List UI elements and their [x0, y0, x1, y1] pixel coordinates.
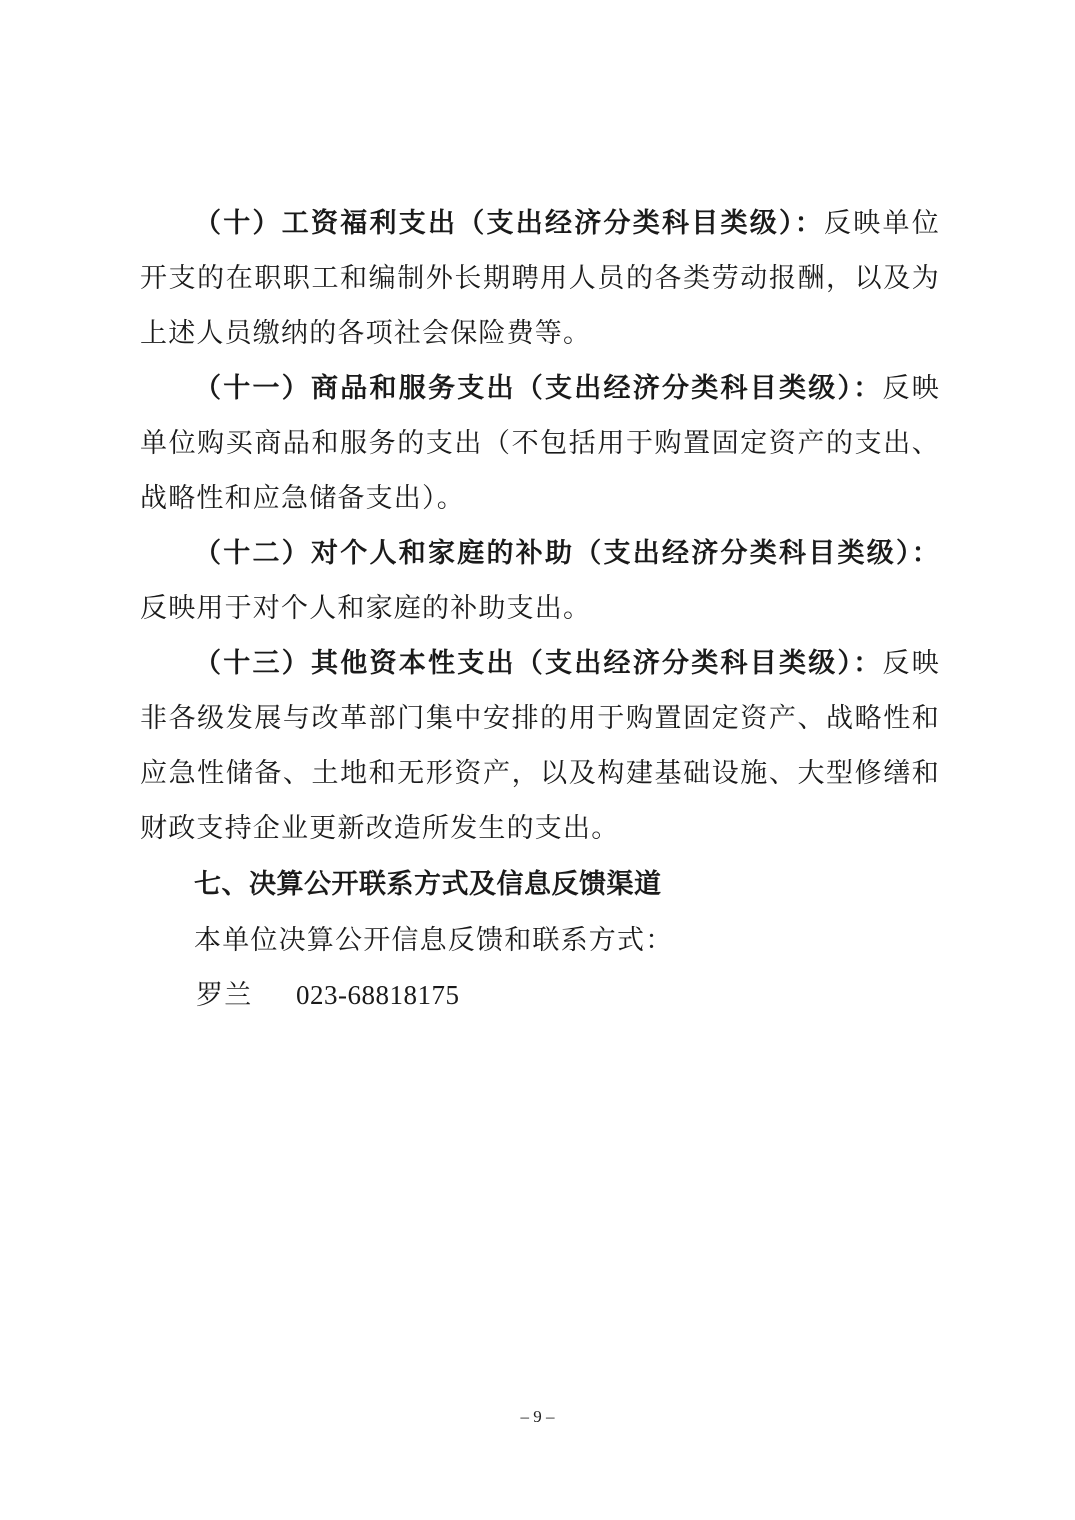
page-content [140, 196, 940, 1023]
paragraph-lead: （十）工资福利支出（支出经济分类科目类级）： [194, 208, 825, 239]
paragraph-body: 反映非各级发展与改革部门集中安排的用于购置固定资产、战略性和应急性储备、土地和无形资产，以及构建基础设施、大型修缮和财政支持企业更新改造所发生的支出。 [140, 648, 940, 844]
paragraph-body: 反映单位购买商品和服务的支出（不包括用于购置固定资产的支出、战略性和应急储备支出）。 [140, 373, 940, 514]
paragraph-goods-services [140, 361, 940, 526]
contact-intro: 本单位决算公开信息反馈和联系方式： [194, 925, 674, 956]
paragraph-household-subsidy [140, 526, 940, 636]
section-heading: 七、决算公开联系方式及信息反馈渠道 [194, 869, 662, 900]
paragraph-lead: （十二）对个人和家庭的补助（支出经济分类科目类级）： [194, 538, 940, 569]
contact-name: 罗兰 [196, 980, 253, 1011]
paragraph-body: 反映单位开支的在职职工和编制外长期聘用人员的各类劳动报酬，以及为上述人员缴纳的各项社会保险费等。 [140, 208, 940, 349]
contact-phone: 023-68818175 [296, 980, 460, 1010]
page-number: – 9 – [520, 1407, 555, 1426]
paragraph-lead: （十三）其他资本性支出（支出经济分类科目类级）： [194, 648, 883, 679]
paragraph-wage-welfare [140, 196, 940, 361]
paragraph-lead: （十一）商品和服务支出（支出经济分类科目类级）： [194, 373, 883, 404]
contact-line [140, 968, 940, 1023]
paragraph-body: 反映用于对个人和家庭的补助支出。 [140, 593, 592, 624]
paragraph-other-capital [140, 636, 940, 856]
